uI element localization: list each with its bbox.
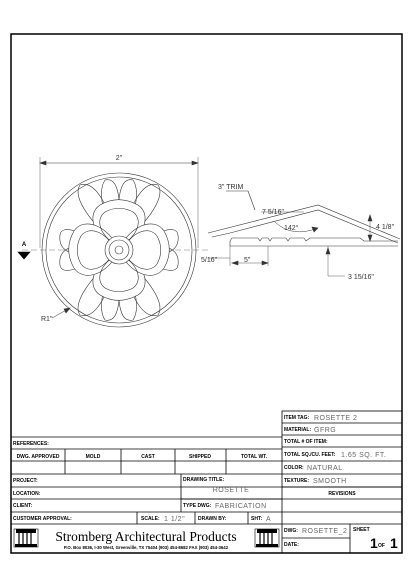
references-label: REFERENCES: [13,441,49,447]
col-cast: CAST [141,454,155,460]
sht-label: SHT: [251,516,263,522]
material-value: GFRG [314,427,337,434]
rosette-section-view [208,191,400,276]
drawing-title-label: DRAWING TITLE: [183,477,225,483]
project-label: PROJECT: [13,478,38,484]
dim-bottom-left: 5" [244,257,251,264]
scale-value: 1 1/2" [164,516,186,523]
texture-label: TEXTURE: [284,478,309,484]
col-total-wt: TOTAL WT. [240,454,268,460]
company-address: P.O. Box 8036, I-30 West, Greenville, TX 75404 (903) 454-8682 FAX (903) 454-3642 [63,545,229,550]
rosette-plan-view [18,157,210,327]
date-label: DATE: [284,542,299,548]
sqft-value: 1.65 SQ. FT. [341,452,387,459]
company-name: Stromberg Architectural Products [55,529,237,544]
color-value: NATURAL [307,465,343,472]
col-mold: MOLD [85,454,101,460]
trim-label: 3" TRIM [218,184,244,191]
type-dwg-label: TYPE DWG: [183,503,212,509]
item-tag-label: ITEM TAG: [284,415,310,421]
col-shipped: SHIPPED [189,454,211,460]
dim-top: 7 5/16" [262,209,284,216]
drawing-title-value: ROSETTE [212,487,250,494]
color-label: COLOR: [284,465,304,471]
client-label: CLIENT: [13,503,33,509]
customer-approval-label: CUSTOMER APPROVAL: [13,516,72,522]
sheet-total: 1 [390,535,398,551]
section-marker: A [21,242,27,248]
sqft-label: TOTAL SQ./CU. FEET: [284,452,336,458]
item-tag-value: ROSETTE 2 [314,415,358,422]
dim-left: 5/16" [201,257,218,264]
radius-dim-label: R1" [41,316,53,323]
company-logo-left [14,529,38,547]
drawn-by-label: DRAWN BY: [198,516,227,522]
num-items-label: TOTAL # OF ITEM: [284,439,328,445]
dwg-label: DWG: [284,528,298,534]
dim-bottom-right: 3 15/16" [348,274,374,281]
sheet-border [11,34,402,553]
sht-value: A [266,516,272,523]
dim-angle: 142° [284,225,299,232]
location-label: LOCATION: [13,491,41,497]
material-label: MATERIAL: [284,427,312,433]
sheet-of: OF [378,543,385,549]
width-dim-label: 2" [115,155,123,162]
dim-right: 4 1/8" [376,224,395,231]
texture-value: SMOOTH [313,478,347,485]
revisions-label: REVISIONS [328,491,356,497]
dwg-value: ROSETTE_2 [302,528,348,535]
company-logo-right [255,529,279,547]
col-dwg-approved: DWG. APPROVED [16,454,60,460]
scale-label: SCALE: [141,516,160,522]
sheet-label: SHEET [353,527,370,533]
type-dwg-value: FABRICATION [215,503,267,510]
sheet-num: 1 [370,535,378,551]
